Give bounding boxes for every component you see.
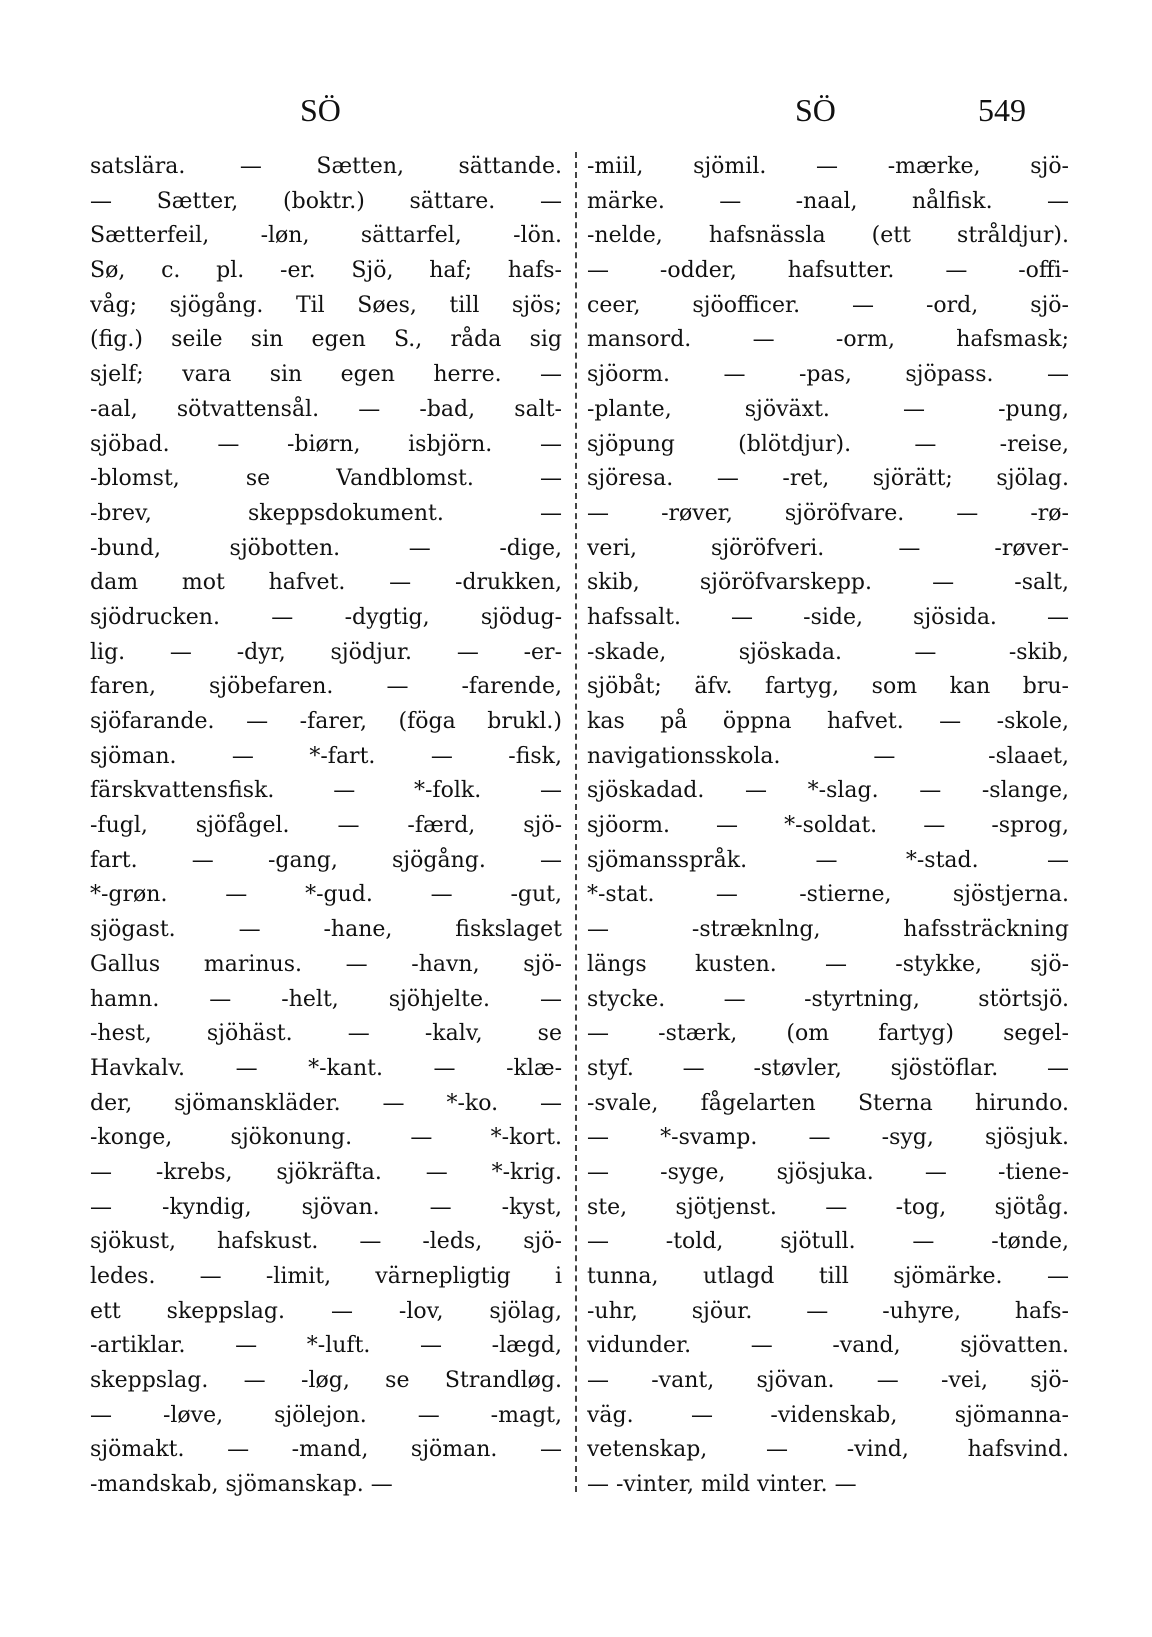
dictionary-line: Gallus marinus. — -havn, sjö- [90,951,562,977]
dictionary-line: — *-svamp. — -syg, sjösjuk. [587,1125,1069,1151]
dictionary-line: sjöfarande. — -farer, (föga brukl.) [90,709,562,734]
dictionary-line: vidunder. — -vand, sjövatten. [587,1333,1069,1359]
dictionary-line: -blomst, se Vandblomst. — [90,466,562,492]
dictionary-line: sjökust, hafskust. — -leds, sjö- [90,1229,562,1255]
left-column [90,150,562,1503]
dictionary-line: ceer, sjöofficer. — -ord, sjö- [587,292,1069,318]
dictionary-line: — Sætter, (boktr.) sättare. — [90,188,562,214]
dictionary-line: — -røver, sjöröfvare. — -rø- [587,500,1069,526]
dictionary-line: — -løve, sjölejon. — -magt, [90,1402,562,1428]
dictionary-line: sjömansspråk. — *-stad. — [587,847,1069,873]
dictionary-line: -konge, sjökonung. — *-kort. [90,1125,562,1151]
dictionary-line: sjöorm. — *-soldat. — -sprog, [587,813,1069,839]
dictionary-line: sjögast. — -hane, fiskslaget [90,917,562,943]
dictionary-line: — -told, sjötull. — -tønde, [587,1229,1069,1255]
dictionary-line: sjöskadad. — *-slag. — -slange, [587,778,1069,804]
dictionary-line: *-stat. — -stierne, sjöstjerna. [587,882,1069,908]
header-right-guideword: SÖ [795,92,836,128]
dictionary-line: väg. — -videnskab, sjömanna- [587,1402,1069,1428]
dictionary-line: färskvattensfisk. — *-folk. — [90,778,562,804]
dictionary-line: Sætterfeil, -løn, sättarfel, -lön. [90,223,562,249]
dictionary-line: -hest, sjöhäst. — -kalv, se [90,1021,562,1047]
dictionary-line: sjödrucken. — -dygtig, sjödug- [90,604,562,630]
dictionary-line: -brev, skeppsdokument. — [90,500,562,526]
dictionary-line: sjömakt. — -mand, sjöman. — [90,1437,562,1463]
dictionary-line: sjöpung (blötdjur). — -reise, [587,431,1069,457]
dictionary-line: vetenskap, — -vind, hafsvind. [587,1437,1069,1463]
dictionary-line: skib, sjöröfvarskepp. — -salt, [587,570,1069,596]
header-left-guideword: SÖ [300,92,341,128]
dictionary-line: -plante, sjöväxt. — -pung, [587,396,1069,422]
dictionary-line: sjöman. — *-fart. — -fisk, [90,743,562,769]
dictionary-line: — -vinter, mild vinter. — [587,1472,857,1498]
dictionary-line: hafssalt. — -side, sjösida. — [587,604,1069,630]
dictionary-line: -uhr, sjöur. — -uhyre, hafs- [587,1298,1069,1324]
dictionary-line: våg; sjögång. Til Søes, till sjös; [90,292,562,318]
dictionary-line: -aal, sötvattensål. — -bad, salt- [90,396,562,422]
dictionary-line: tunna, utlagd till sjömärke. — [587,1264,1069,1289]
dictionary-line: *-grøn. — *-gud. — -gut, [90,882,562,908]
dictionary-line: -miil, sjömil. — -mærke, sjö- [587,154,1069,179]
dictionary-line: ledes. — -limit, värnepligtig i [90,1264,562,1289]
page-number: 549 [978,92,1026,128]
dictionary-line: -skade, sjöskada. — -skib, [587,639,1069,665]
dictionary-line: sjöbad. — -biørn, isbjörn. — [90,431,562,457]
dictionary-line: sjöresa. — -ret, sjörätt; sjölag. [587,466,1069,492]
dictionary-line: sjöbåt; äfv. fartyg, som kan bru- [587,674,1069,700]
dictionary-line: sjelf; vara sin egen herre. — [90,362,562,388]
running-header [0,92,1152,132]
dictionary-line: märke. — -naal, nålfisk. — [587,188,1069,214]
dictionary-line: stycke. — -styrtning, störtsjö. [587,986,1069,1012]
dictionary-line: fart. — -gang, sjögång. — [90,847,562,873]
dictionary-line: sjöorm. — -pas, sjöpass. — [587,362,1069,388]
dictionary-line: — -stærk, (om fartyg) segel- [587,1021,1069,1047]
dictionary-line: — -stræknlng, hafssträckning [587,917,1069,943]
dictionary-line: — -krebs, sjökräfta. — *-krig. [90,1159,562,1185]
dictionary-line: faren, sjöbefaren. — -farende, [90,674,562,700]
dictionary-line: — -vant, sjövan. — -vei, sjö- [587,1368,1069,1394]
dictionary-line: -bund, sjöbotten. — -dige, [90,535,562,561]
dictionary-line: -svale, fågelarten Sterna hirundo. [587,1090,1069,1116]
dictionary-line: — -syge, sjösjuka. — -tiene- [587,1159,1069,1185]
column-divider [575,152,577,1492]
dictionary-line: — -odder, hafsutter. — -offi- [587,258,1069,284]
dictionary-line: satslära. — Sætten, sättande. [90,154,562,179]
dictionary-line: — -kyndig, sjövan. — -kyst, [90,1194,562,1220]
dictionary-line: veri, sjöröfveri. — -røver- [587,535,1069,561]
dictionary-line: -mandskab, sjömanskap. — [90,1472,393,1498]
dictionary-line: längs kusten. — -stykke, sjö- [587,951,1069,977]
dictionary-line: Sø, c. pl. -er. Sjö, haf; hafs- [90,258,562,284]
dictionary-line: -artiklar. — *-luft. — -lægd, [90,1333,562,1359]
dictionary-line: ett skeppslag. — -lov, sjölag, [90,1298,562,1324]
dictionary-line: mansord. — -orm, hafsmask; [587,327,1069,353]
dictionary-line: -fugl, sjöfågel. — -færd, sjö- [90,813,562,839]
dictionary-line: kas på öppna hafvet. — -skole, [587,709,1069,734]
dictionary-line: ste, sjötjenst. — -tog, sjötåg. [587,1194,1069,1220]
dictionary-line: dam mot hafvet. — -drukken, [90,570,562,596]
dictionary-line: navigationsskola. — -slaaet, [587,743,1069,769]
dictionary-line: Havkalv. — *-kant. — -klæ- [90,1055,562,1081]
right-column [587,150,1069,1503]
dictionary-line: skeppslag. — -løg, se Strandløg. [90,1368,562,1394]
dictionary-line: der, sjömanskläder. — *-ko. — [90,1090,562,1116]
dictionary-line: -nelde, hafsnässla (ett stråldjur). [587,223,1069,249]
dictionary-line: (fig.) seile sin egen S., råda sig [90,327,562,353]
dictionary-line: styf. — -støvler, sjöstöflar. — [587,1055,1069,1081]
dictionary-line: lig. — -dyr, sjödjur. — -er- [90,639,562,665]
dictionary-line: hamn. — -helt, sjöhjelte. — [90,986,562,1012]
